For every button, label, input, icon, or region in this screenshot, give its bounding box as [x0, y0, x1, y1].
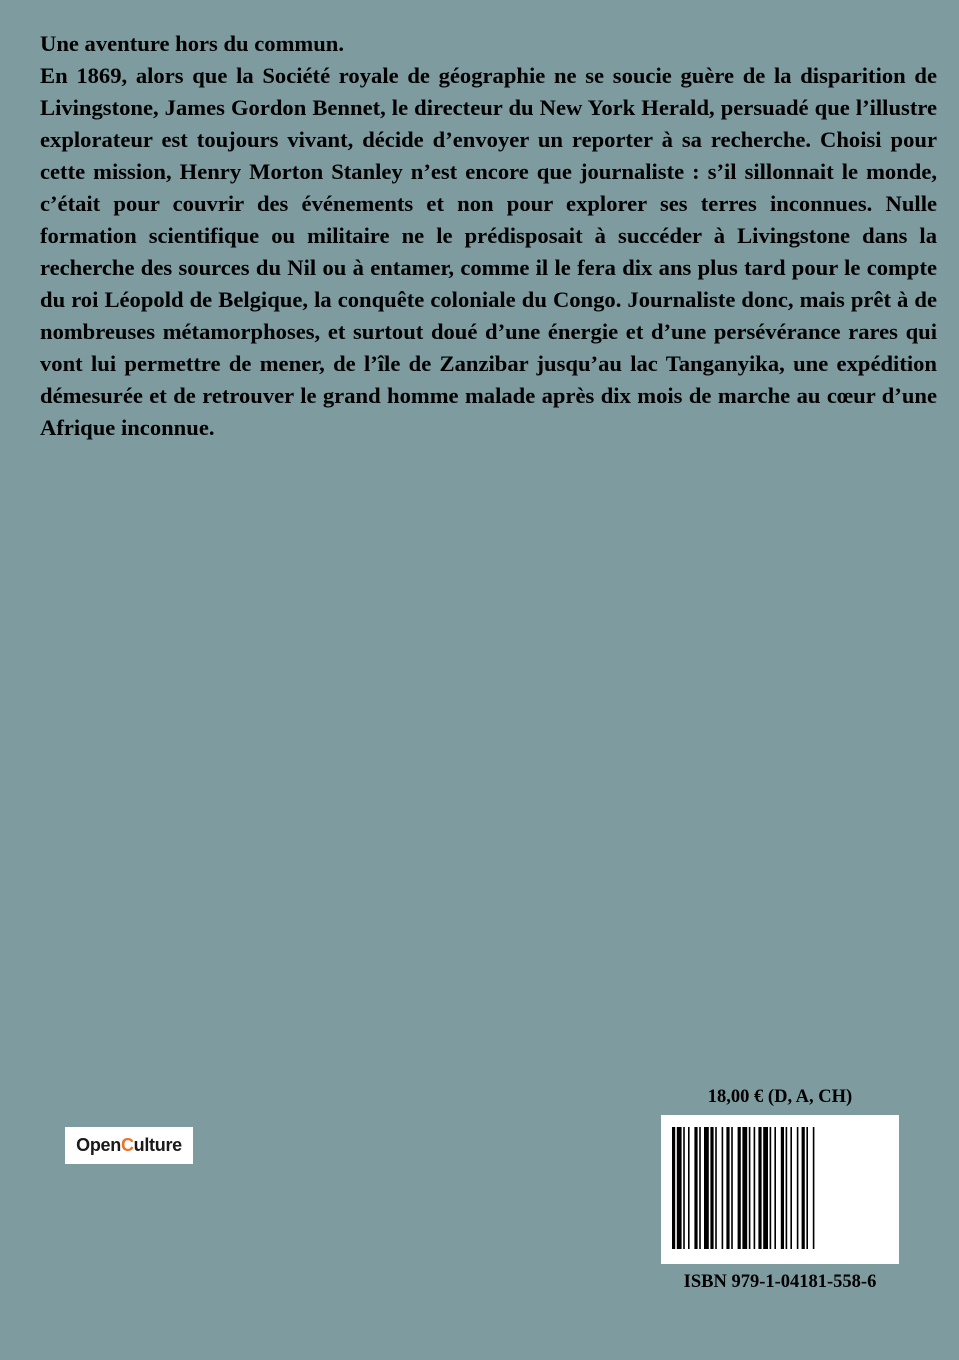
barcode-bar	[742, 1127, 747, 1249]
barcode-bar	[813, 1127, 815, 1249]
barcode-bar	[672, 1127, 675, 1249]
barcode-bar	[731, 1127, 733, 1249]
barcode-bar	[770, 1127, 772, 1249]
barcode-bar	[754, 1127, 756, 1249]
barcode-bar	[774, 1127, 776, 1249]
barcode-bar	[677, 1127, 682, 1249]
barcode-bar	[781, 1127, 784, 1249]
publisher-logo-text-culture: ulture	[133, 1135, 182, 1155]
barcode-bar	[790, 1127, 792, 1249]
barcode-bar	[704, 1127, 709, 1249]
blurb-heading: Une aventure hors du commun.	[40, 31, 344, 56]
publisher-logo	[65, 1127, 193, 1164]
barcode-bars	[672, 1127, 888, 1249]
blurb-body: En 1869, alors que la Société royale de géographie ne se soucie guère de la disparition de Livingstone, James Gordon Bennet, le directeur du New York Herald, persuadé que l’illustre explorateur est toujours vivant, décide d’envoyer un reporter à sa recherche. Choisi pour cette mission, Henry Morton Stanley n’est encore que journaliste : s’il sillonnait le monde, c’était pour couvrir des événements et non pour explorer ses terres inconnues. Nulle formation scientifique ou militaire ne le prédisposait à succéder à Livingstone dans la recherche des sources du Nil ou à entamer, comme il le fera dix ans plus tard pour le compte du roi Léopold de Belgique, la conquête coloniale du Congo. Journaliste donc, mais prêt à de nombreuses métamorphoses, et surtout doué d’une énergie et d’une persévérance rares qui vont lui permettre de mener, de l’île de Zanzibar jusqu’au lac Tanganyika, une expédition démesurée et de retrouver le grand homme malade après dix mois de marche au cœur d’une Afrique inconnue.	[40, 63, 937, 440]
barcode-bar	[802, 1127, 805, 1249]
barcode-bar	[738, 1127, 741, 1249]
barcode-bar	[688, 1127, 690, 1249]
barcode-bar	[763, 1127, 768, 1249]
price-label: 18,00 € (D, A, CH)	[707, 1087, 853, 1107]
barcode-bar	[758, 1127, 761, 1249]
barcode-bar	[694, 1127, 697, 1249]
isbn-label: ISBN 979-1-04181-558-6	[683, 1272, 877, 1292]
barcode-bar	[722, 1127, 724, 1249]
back-cover-blurb	[40, 28, 937, 444]
publisher-logo-text-open: Open	[76, 1135, 121, 1155]
barcode	[661, 1115, 899, 1264]
barcode-bar	[715, 1127, 717, 1249]
barcode-bar	[786, 1127, 788, 1249]
barcode-bar	[806, 1127, 808, 1249]
barcode-bar	[699, 1127, 701, 1249]
barcode-bar	[797, 1127, 799, 1249]
barcode-bar	[710, 1127, 713, 1249]
barcode-bar	[749, 1127, 751, 1249]
barcode-bar	[726, 1127, 729, 1249]
barcode-bar	[683, 1127, 685, 1249]
publisher-logo-text-accent: C	[120, 1135, 134, 1155]
